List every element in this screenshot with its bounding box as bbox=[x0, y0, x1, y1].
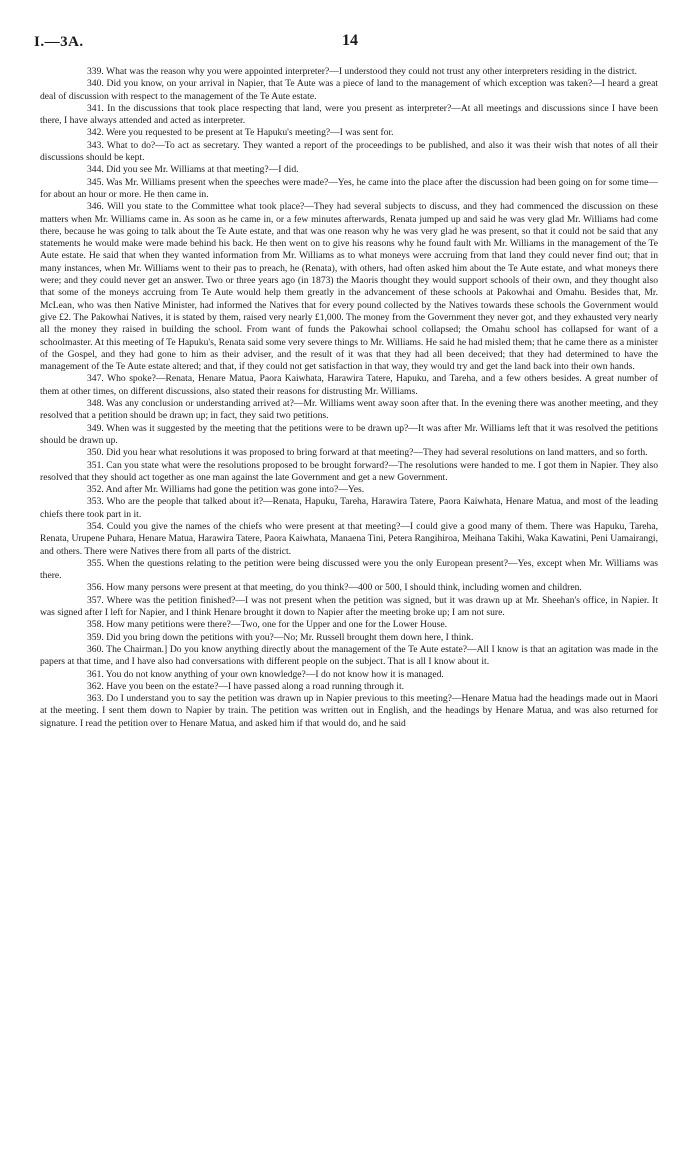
evidence-paragraph: 363. Do I understand you to say the petition was drawn up in Napier previous to this meeting?—Henare Matua had the headings made out in Maori at the meeting. I sent them down to Napier by train. The petition was written out in English, and the headings by Henare Matua, and was also returned for signature. I read the petition over to Henare Matua, and asked him if that would do, and he said bbox=[40, 693, 658, 729]
evidence-paragraph: 342. Were you requested to be present at Te Hapuku's meeting?—I was sent for. bbox=[87, 127, 394, 139]
evidence-paragraph: 340. Did you know, on your arrival in Napier, that Te Aute was a piece of land to the management of which exception was taken?—I heard a great deal of discussion with respect to the management of the Te Aute estate. bbox=[40, 78, 658, 102]
evidence-paragraph: 361. You do not know anything of your own knowledge?—I do not know how it is managed. bbox=[87, 668, 444, 680]
evidence-paragraph: 343. What to do?—To act as secretary. They wanted a report of the proceedings to be published, and also it was their wish that notes of all their discussions should be kept. bbox=[40, 139, 658, 164]
document-reference: I.—3A. bbox=[34, 34, 84, 50]
evidence-paragraph: 350. Did you hear what resolutions it was proposed to bring forward at that meeting?—They had several resolutions on land matters, and so forth. bbox=[87, 447, 648, 459]
evidence-paragraph: 351. Can you state what were the resolutions proposed to be brought forward?—The resolutions were handed to me. I got them in Napier. They also resolved that they should act together as one man against the late Government and get a new Government. bbox=[40, 459, 658, 483]
evidence-paragraph: 349. When was it suggested by the meeting that the petitions were to be drawn up?—It was after Mr. Williams left that it was resolved the petitions should be drawn up. bbox=[40, 422, 658, 446]
evidence-paragraph: 356. How many persons were present at that meeting, do you think?—400 or 500, I should think, including women and children. bbox=[87, 582, 582, 594]
evidence-paragraph: 355. When the questions relating to the petition were being discussed were you the only European present?—Yes, except when Mr. Williams was there. bbox=[40, 557, 658, 582]
evidence-paragraph: 352. And after Mr. Williams had gone the petition was gone into?—Yes. bbox=[87, 484, 365, 496]
evidence-paragraph: 359. Did you bring down the petitions with you?—No; Mr. Russell brought them down here, I think. bbox=[87, 631, 474, 643]
evidence-paragraph: 354. Could you give the names of the chiefs who were present at that meeting?—I could give a good many of them. There was Hapuku, Tareha, Renata, Urupene Puhara, Henare Matua, Harawira Tatere, Paora Kaiwhata, Manaena Tini, Petera Rangihiroa, Meihana Takihi, Waka Kawatini, Peni Uamairangi, and others. There were Natives there from all parts of the district. bbox=[40, 520, 658, 557]
evidence-paragraph: 347. Who spoke?—Renata, Henare Matua, Paora Kaiwhata, Harawira Tatere, Hapuku, and Tareha, and a few others besides. A great number of them at other times, on different discussions, also stated their reasons for distrusting Mr. Williams. bbox=[40, 373, 658, 397]
evidence-paragraph: 341. In the discussions that took place respecting that land, were you present as interpreter?—At all meetings and discussions since I have been there, I have always attended and acted as interpreter. bbox=[40, 102, 658, 127]
evidence-paragraph: 344. Did you see Mr. Williams at that meeting?—I did. bbox=[87, 164, 299, 176]
document-body bbox=[40, 66, 658, 730]
evidence-paragraph: 357. Where was the petition finished?—I was not present when the petition was signed, but it was drawn up at Mr. Sheehan's office, in Napier. It was signed after I left for Napier, and I think Henare brought it down to Napier after the meeting broke up; I am not sure. bbox=[40, 594, 658, 619]
evidence-paragraph: 360. The Chairman.] Do you know anything directly about the management of the Te Aute estate?—All I know is that an agitation was made in the papers at that time, and I have also had conversations with different people on the subject. That is all I know about it. bbox=[40, 643, 658, 668]
evidence-paragraph: 358. How many petitions were there?—Two, one for the Upper and one for the Lower House. bbox=[87, 619, 448, 631]
evidence-paragraph: 345. Was Mr. Williams present when the speeches were made?—Yes, he came into the place after the discussion had been going on for some time—for about an hour or more. He then came in. bbox=[40, 176, 658, 200]
page-number: 14 bbox=[342, 32, 358, 49]
evidence-paragraph: 353. Who are the people that talked about it?—Renata, Hapuku, Tareha, Harawira Tatere, Paora Kaiwhata, Henare Matua, and most of the leading chiefs there took part in it. bbox=[40, 496, 658, 520]
evidence-paragraph: 339. What was the reason why you were appointed interpreter?—I understood they could not trust any other interpreters residing in the district. bbox=[87, 66, 637, 77]
evidence-paragraph: 346. Will you state to the Committee what took place?—They had several subjects to discuss, and they had commenced the discussion on these matters when Mr. Williams came in. As soon as he came in, or a few minutes afterwards, Renata jumped up and said he was very glad Mr. Williams had come there, because he was going to talk about the Te Aute estate, and that was one reason why he was very glad he was present, so that it could not be said that any statements he would make were made behind his back. He then went on to give his reasons why he found fault with Mr. Williams in the management of the Te Aute estate. He said that when they wanted information from Mr. Williams as to what moneys were accruing from that land they could never find out; that in many instances, when Mr. Williams went to their pas to preach, he (Renata), with others, had often asked him about the Te Aute estate, and what moneys there were; and they could never get an answer. Two or three years ago (in 1873) the Maoris thought they would support schools of their own, and they thought also that some of the moneys accruing from Te Aute would help them greatly in the advancement of these schools at Pakowhai and Omahu. Besides that, Mr. McLean, who was then Native Minister, had informed the Natives that for every pound collected by the Natives towards these schools the Government would give £2. The Pakowhai Natives, it is stated by them, raised very nearly £1,000. The money from the Government they never got, and they exhausted very nearly all the money they raised in building the school. From want of funds the Pakowhai school collapsed; the Omahu school has collapsed for want of a schoolmaster. At this meeting of Te Hapuku's, Renata said some very severe things to Mr. Williams. He said he had misled them; that he came there as a minister of the Gospel, and they had gone to him as their adviser, and the result of it was that they had all been deceived; that they had determined to have the management of the Te Aute estate altered; and that, if they could not get satisfaction in that way, they would try and get the land back into their own hands. bbox=[40, 201, 658, 373]
evidence-paragraph: 348. Was any conclusion or understanding arrived at?—Mr. Williams went away soon after that. In the evening there was another meeting, and they resolved that a petition should be drawn up; in fact, they said two petitions. bbox=[40, 398, 658, 422]
evidence-paragraph: 362. Have you been on the estate?—I have passed along a road running through it. bbox=[87, 680, 405, 692]
